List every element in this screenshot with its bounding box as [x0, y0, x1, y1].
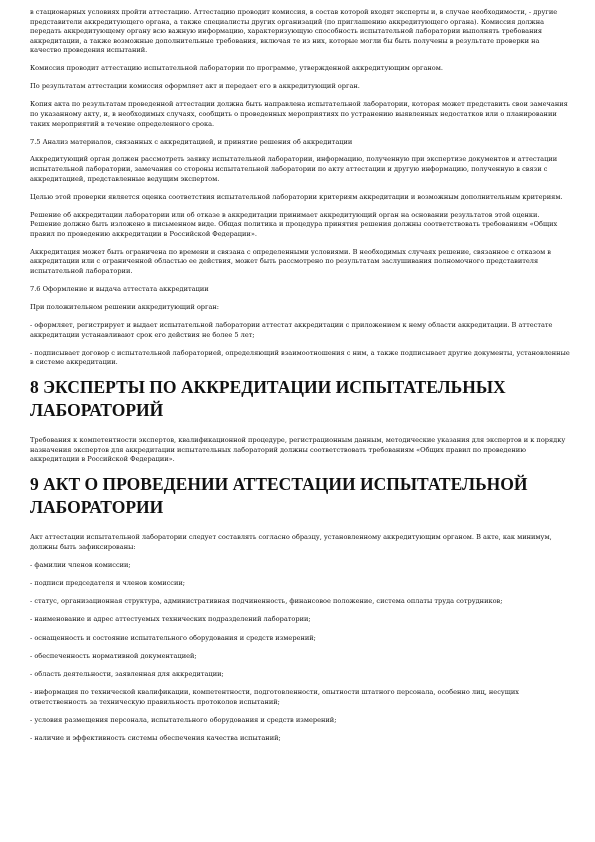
- list-item: - область деятельности, заявленная для аккредитации;: [30, 669, 224, 678]
- list-item: - подписи председателя и членов комиссии;: [30, 579, 186, 588]
- paragraph-certification-commission: в стационарных условиях пройти аттестацию. Аттестацию проводит комиссия, в состав которой входят эксперты и, в случае необходимости, - другие представители аккредитующего органа, а также специалисты других организаций (по приглашению аккредитующего органа). Комиссия должна передать аккредитующему органу всю важную информацию, характеризующую способность испытательной лаборатории выполнять требования аккредитации, а также возможные дополнительные требования, включая те из них, которые могли бы быть получены в результате проверки на качество проведения испытаний.: [30, 8, 558, 55]
- list-item: - оснащенность и состояние испытательного оборудования и средств измерений;: [30, 633, 316, 642]
- paragraph-commission-program: Комиссия проводит аттестацию испытательной лаборатории по программе, утвержденной аккредитующим органом.: [30, 64, 443, 73]
- list-item: - наименование и адрес аттестуемых технических подразделений лаборатории;: [30, 615, 311, 624]
- section-heading-9: 9 АКТ О ПРОВЕДЕНИИ АТТЕСТАЦИИ ИСПЫТАТЕЛЬНОЙ ЛАБОРАТОРИИ: [30, 474, 528, 518]
- paragraph-commission-report: По результатам аттестации комиссия оформляет акт и передает его в аккредитующий орган.: [30, 82, 360, 91]
- paragraph-application-review: Аккредитующий орган должен рассмотреть заявку испытательной лаборатории, информацию, полученную при экспертизе документов и аттестации испытательной лаборатории, замечания со стороны испытательной лаборатории по акту аттестации и другую информацию, полученную в связи с аккредитацией, представленные ведущим экспертом.: [30, 155, 558, 183]
- list-item: - обеспеченность нормативной документацией;: [30, 651, 197, 660]
- paragraph-accreditation-decision: Решение об аккредитации лаборатории или об отказе в аккредитации принимает аккредитующий орган на основании результатов этой оценки. Решение должно быть изложено в письменном виде. Общая политика и процедура принятия решения должны соответствовать требованиям «Общих правил по проведению аккредитации в Российской Федерации».: [30, 210, 558, 238]
- list-item: - наличие и эффективность системы обеспечения качества испытаний;: [30, 734, 281, 743]
- paragraph-experts-requirements: Требования к компетентности экспертов, квалификационной процедуре, регистрационным данным, методические указания для экспертов и к порядку назначения экспертов для аккредитации испытательных лабораторий должны соответствовать требованиям «Общих правил по проведению аккредитации в Российской Федерации».: [30, 436, 566, 464]
- subsection-heading-7-6: 7.6 Оформление и выдача аттестата аккредитации: [30, 284, 209, 293]
- list-item-issue-certificate: - оформляет, регистрирует и выдает испытательной лаборатории аттестат аккредитации с приложением к нему области аккредитации. В аттестате аккредитации устанавливают срок его действия не более 5 лет;: [30, 320, 553, 339]
- paragraph-act-contents: Акт аттестации испытательной лаборатории следует составлять согласно образцу, установленному аккредитующим органом. В акте, как минимум, должны быть зафиксированы:: [30, 533, 552, 551]
- list-item: - информация по технической квалификации, компетентности, подготовленности, опытности штатного персонала, особенно лиц, несущих ответственность за техническую правильность протоколов испытаний;: [30, 688, 520, 706]
- paragraph-positive-decision: При положительном решении аккредитующий орган:: [30, 302, 220, 311]
- list-item: - фамилии членов комиссии;: [30, 560, 131, 569]
- paragraph-report-copy: Копия акта по результатам проведенной аттестации должна быть направлена испытательной лаборатории, которая может представить свои замечания по указанному акту, и, в необходимых случаях, сообщить о проведенных мероприятиях по устранению выявленных недостатков или о планировании таких мероприятий в течение определенного срока.: [30, 100, 568, 128]
- subsection-heading-7-5: 7.5 Анализ материалов, связанных с аккредитацией, и принятие решения об аккредитации: [30, 137, 353, 146]
- list-item: - условия размещения персонала, испытательного оборудования и средств измерений;: [30, 715, 337, 724]
- list-item: - статус, организационная структура, административная подчиненность, финансовое положение, система оплаты труда сотрудников;: [30, 597, 503, 606]
- paragraph-review-purpose: Целью этой проверки является оценка соответствия испытательной лаборатории критериям аккредитации и возможным дополнительным критериям.: [30, 192, 563, 201]
- section-heading-8: 8 ЭКСПЕРТЫ ПО АККРЕДИТАЦИИ ИСПЫТАТЕЛЬНЫХ ЛАБОРАТОРИЙ: [30, 377, 506, 421]
- paragraph-accreditation-limits: Аккредитация может быть ограничена по времени и связана с определенными условиями. В необходимых случаях решение, связанное с отказом в аккредитации или с ограниченной областью ее действия, может быть рассмотрено по результатам заслушивания полномочного представителя испытательной лаборатории.: [30, 247, 551, 275]
- list-item-sign-contract: - подписывает договор с испытательной лабораторией, определяющий взаимоотношения с ним, а также подписывает другие документы, установленные в системе аккредитации.: [30, 348, 570, 367]
